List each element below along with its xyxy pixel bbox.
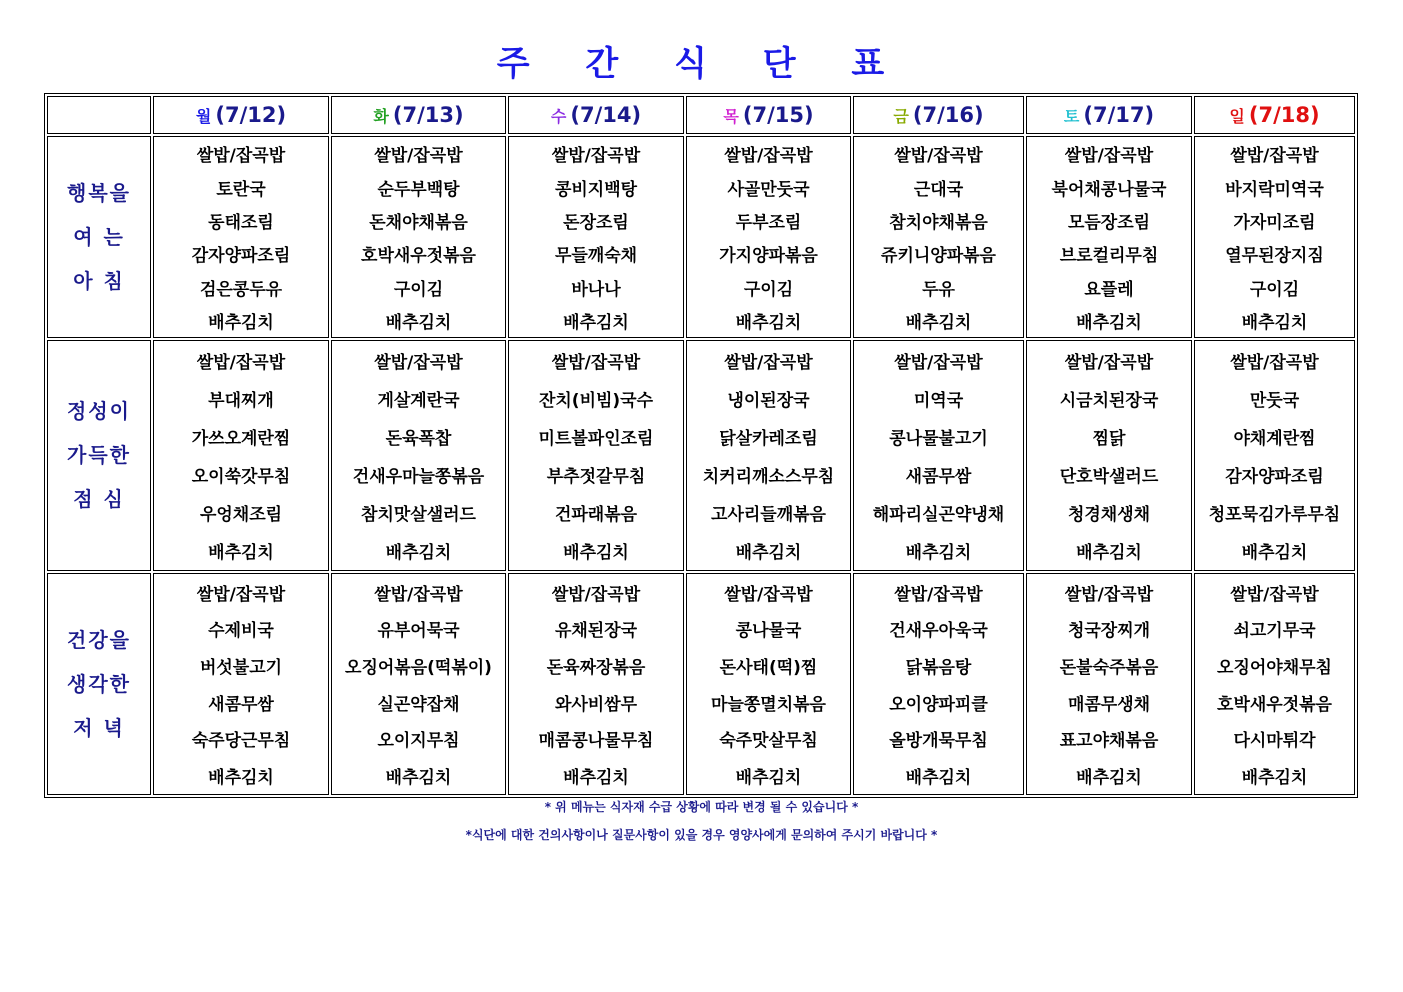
menu-item: 유채된장국 [554, 621, 638, 642]
menu-item: 구이김 [743, 279, 794, 300]
menu-item: 토란국 [216, 179, 266, 200]
menu-item: 배추김치 [1241, 543, 1308, 564]
menu-item: 찜닭 [1092, 428, 1126, 449]
menu-cell [853, 340, 1024, 570]
menu-item: 돈채야채볶음 [369, 212, 468, 233]
menu-cell [1026, 136, 1192, 338]
menu-item: 쌀밥/잡곡밥 [196, 146, 286, 167]
menu-item: 배추김치 [735, 768, 802, 789]
day-date: (7/15) [742, 103, 814, 128]
menu-item: 닭볶음탕 [905, 657, 972, 678]
menu-item: 감자양파조림 [191, 246, 291, 267]
menu-item: 돈육폭찹 [385, 428, 452, 449]
menu-item: 쌀밥/잡곡밥 [1230, 352, 1319, 373]
menu-list [854, 137, 1023, 337]
menu-item: 고사리들깨볶음 [711, 505, 826, 526]
menu-cell [853, 573, 1024, 795]
menu-list [154, 341, 328, 569]
menu-list [687, 341, 850, 569]
header-row [47, 96, 1355, 134]
menu-item: 건새우마늘쫑볶음 [352, 466, 485, 487]
menu-item: 쌀밥/잡곡밥 [374, 352, 463, 373]
menu-list [509, 137, 683, 337]
menu-item: 배추김치 [905, 543, 972, 564]
menu-list [1195, 574, 1354, 794]
meal-label-line: 건강을 [67, 627, 131, 652]
menu-item: 바지락미역국 [1225, 179, 1324, 200]
menu-item: 콩나물불고기 [889, 428, 988, 449]
menu-item: 배추김치 [563, 543, 629, 564]
menu-item: 오징어볶음(떡볶이) [345, 657, 492, 678]
menu-item: 배추김치 [1241, 313, 1308, 334]
menu-item: 콩비지백탕 [554, 179, 638, 200]
menu-item: 쌀밥/잡곡밥 [1230, 584, 1319, 605]
menu-item: 쌀밥/잡곡밥 [894, 146, 983, 167]
menu-item: 숙주맛살무침 [719, 731, 818, 752]
menu-cell [508, 340, 684, 570]
menu-item: 배추김치 [1076, 543, 1142, 564]
menu-list [854, 341, 1023, 569]
menu-list [332, 574, 505, 794]
menu-item: 돈장조림 [563, 212, 629, 233]
menu-cell [686, 340, 851, 570]
menu-item: 배추김치 [385, 313, 452, 334]
menu-item: 다시마튀각 [1233, 731, 1316, 752]
menu-item: 냉이된장국 [727, 390, 810, 411]
menu-item: 바나나 [571, 279, 621, 300]
menu-item: 가쓰오계란찜 [191, 428, 291, 449]
menu-item: 돈육짜장볶음 [546, 657, 646, 678]
meal-label [47, 136, 151, 338]
menu-cell [1194, 340, 1355, 570]
menu-cell [153, 573, 329, 795]
day-date: (7/12) [215, 103, 287, 128]
menu-item: 쌀밥/잡곡밥 [724, 146, 813, 167]
menu-item: 실곤약잡채 [377, 694, 460, 715]
menu-item: 배추김치 [563, 768, 629, 789]
meal-label-line: 가득한 [67, 443, 131, 468]
day-header-mon [153, 96, 329, 134]
menu-item: 배추김치 [385, 768, 452, 789]
menu-item: 쥬키니양파볶음 [881, 246, 996, 267]
menu-item: 미역국 [913, 390, 964, 411]
menu-item: 배추김치 [563, 313, 629, 334]
menu-item: 쌀밥/잡곡밥 [894, 352, 983, 373]
menu-item: 배추김치 [905, 768, 972, 789]
menu-item: 배추김치 [735, 313, 802, 334]
menu-list [154, 574, 328, 794]
menu-item: 치커리깨소스무침 [702, 466, 835, 487]
meal-label-line: 아 침 [73, 269, 125, 294]
menu-item: 요플레 [1084, 279, 1134, 300]
menu-list [687, 137, 850, 337]
notice-change: * 위 메뉴는 식자재 수급 상황에 따라 변경 될 수 있습니다 * [544, 800, 859, 814]
menu-item: 쇠고기무국 [1233, 621, 1316, 642]
menu-item: 쌀밥/잡곡밥 [1230, 146, 1319, 167]
menu-item: 호박새우젓볶음 [361, 246, 476, 267]
menu-item: 브로컬리무침 [1059, 246, 1159, 267]
day-date: (7/18) [1248, 103, 1320, 128]
menu-item: 와사비쌈무 [554, 694, 638, 715]
meal-label-line: 저 녁 [73, 715, 125, 740]
meal-row-lunch [47, 340, 1355, 570]
day-date: (7/13) [392, 103, 464, 128]
menu-cell [853, 136, 1024, 338]
day-char: 토 [1063, 107, 1080, 127]
day-char: 수 [550, 107, 567, 127]
page-title: 주 간 식 단 표 [496, 44, 907, 84]
menu-item: 미트볼파인조림 [538, 428, 654, 449]
menu-item: 두부조림 [735, 212, 802, 233]
menu-item: 쌀밥/잡곡밥 [551, 146, 641, 167]
menu-item: 쌀밥/잡곡밥 [196, 584, 286, 605]
day-char: 화 [373, 107, 389, 127]
menu-item: 올방개묵무침 [889, 731, 988, 752]
menu-list [1195, 137, 1354, 337]
menu-item: 마늘쫑멸치볶음 [711, 694, 826, 715]
day-char: 월 [195, 107, 212, 127]
notice-inquiry: *식단에 대한 건의사항이나 질문사항이 있을 경우 영양사에게 문의하여 주시기 바랍니다 * [465, 828, 938, 842]
menu-item: 건새우아욱국 [889, 621, 988, 642]
menu-list [332, 341, 505, 569]
menu-item: 쌀밥/잡곡밥 [374, 146, 463, 167]
menu-item: 표고야채볶음 [1059, 731, 1159, 752]
menu-item: 배추김치 [1241, 768, 1308, 789]
menu-item: 무들깨숙채 [554, 246, 638, 267]
menu-list [854, 574, 1023, 794]
menu-item: 새콤무쌈 [208, 694, 274, 715]
menu-item: 배추김치 [208, 543, 274, 564]
menu-item: 근대국 [913, 179, 964, 200]
menu-item: 단호박샐러드 [1059, 466, 1159, 487]
menu-item: 유부어묵국 [377, 621, 460, 642]
menu-item: 배추김치 [735, 543, 802, 564]
menu-item: 시금치된장국 [1059, 390, 1159, 411]
menu-item: 콩나물국 [735, 621, 802, 642]
menu-item: 매콤콩나물무침 [538, 731, 654, 752]
menu-item: 청포묵김가루무침 [1208, 505, 1341, 526]
menu-item: 감자양파조림 [1225, 466, 1324, 487]
menu-item: 모듬장조림 [1067, 212, 1151, 233]
menu-item: 쌀밥/잡곡밥 [551, 584, 641, 605]
menu-item: 북어채콩나물국 [1051, 179, 1167, 200]
meal-label [47, 573, 151, 795]
menu-item: 배추김치 [208, 768, 274, 789]
menu-list [154, 137, 328, 337]
menu-cell [1026, 340, 1192, 570]
menu-cell [331, 340, 506, 570]
menu-item: 가지양파볶음 [719, 246, 818, 267]
menu-item: 호박새우젓볶음 [1217, 694, 1332, 715]
menu-item: 야채계란찜 [1233, 428, 1316, 449]
weekly-menu-table [44, 93, 1358, 798]
menu-item: 참치맛살샐러드 [361, 505, 476, 526]
menu-item: 오이지무침 [377, 731, 460, 752]
menu-item: 매콤무생채 [1067, 694, 1151, 715]
menu-cell [508, 136, 684, 338]
menu-item: 배추김치 [385, 543, 452, 564]
menu-item: 게살계란국 [377, 390, 460, 411]
day-header-sun [1194, 96, 1355, 134]
menu-cell [508, 573, 684, 795]
menu-list [1027, 137, 1191, 337]
day-header-sat [1026, 96, 1192, 134]
menu-cell [1194, 573, 1355, 795]
menu-item: 만둣국 [1249, 390, 1300, 411]
menu-item: 부추젓갈무침 [546, 466, 646, 487]
menu-item: 오이쑥갓무침 [191, 466, 291, 487]
menu-item: 버섯불고기 [199, 657, 283, 678]
menu-item: 구이김 [393, 279, 444, 300]
menu-item: 쌀밥/잡곡밥 [894, 584, 983, 605]
menu-item: 열무된장지짐 [1225, 246, 1324, 267]
day-header-fri [853, 96, 1024, 134]
menu-item: 돈사태(떡)찜 [719, 657, 818, 678]
menu-list [687, 574, 850, 794]
menu-item: 건파래볶음 [554, 505, 638, 526]
menu-item: 가자미조림 [1233, 212, 1316, 233]
menu-item: 참치야채볶음 [889, 212, 988, 233]
meal-row-breakfast [47, 136, 1355, 338]
menu-item: 닭살카레조림 [719, 428, 818, 449]
menu-item: 배추김치 [905, 313, 972, 334]
menu-list [509, 341, 683, 569]
meal-row-dinner [47, 573, 1355, 795]
day-char: 목 [723, 107, 739, 127]
menu-item: 우엉채조림 [199, 505, 283, 526]
day-header-tue [331, 96, 506, 134]
menu-item: 쌀밥/잡곡밥 [724, 352, 813, 373]
menu-list [1027, 574, 1191, 794]
day-date: (7/14) [570, 103, 642, 128]
menu-item: 숙주당근무침 [191, 731, 291, 752]
menu-list [1195, 341, 1354, 569]
menu-item: 잔치(비빔)국수 [538, 390, 654, 411]
menu-cell [153, 136, 329, 338]
meal-label-line: 점 심 [73, 487, 125, 512]
day-date: (7/17) [1083, 103, 1155, 128]
day-char: 금 [893, 107, 909, 127]
menu-item: 오이양파피클 [889, 694, 988, 715]
menu-cell [331, 573, 506, 795]
menu-item: 배추김치 [1076, 768, 1142, 789]
menu-item: 두유 [922, 279, 955, 300]
menu-item: 청경채생채 [1067, 505, 1151, 526]
meal-label-line: 정성이 [67, 399, 131, 424]
menu-item: 쌀밥/잡곡밥 [196, 352, 286, 373]
day-header-wed [508, 96, 684, 134]
menu-item: 순두부백탕 [377, 179, 460, 200]
menu-item: 오징어야채무침 [1217, 657, 1332, 678]
meal-label-line: 생각한 [67, 671, 131, 696]
day-header-thu [686, 96, 851, 134]
menu-item: 쌀밥/잡곡밥 [724, 584, 813, 605]
menu-item: 부대찌개 [208, 390, 274, 411]
menu-item: 검은콩두유 [199, 279, 283, 300]
menu-item: 배추김치 [1076, 313, 1142, 334]
menu-item: 청국장찌개 [1067, 621, 1151, 642]
menu-item: 쌀밥/잡곡밥 [1064, 352, 1154, 373]
meal-label-line: 행복을 [67, 181, 131, 206]
menu-list [1027, 341, 1191, 569]
menu-cell [1026, 573, 1192, 795]
menu-cell [153, 340, 329, 570]
menu-item: 동태조림 [208, 212, 274, 233]
day-char: 일 [1229, 107, 1245, 127]
meal-label [47, 340, 151, 570]
menu-item: 새콤무쌈 [905, 466, 972, 487]
menu-item: 배추김치 [208, 313, 274, 334]
menu-item: 쌀밥/잡곡밥 [1064, 584, 1154, 605]
menu-cell [331, 136, 506, 338]
menu-list [332, 137, 505, 337]
menu-item: 사골만둣국 [727, 179, 810, 200]
menu-item: 구이김 [1249, 279, 1300, 300]
menu-cell [686, 136, 851, 338]
menu-item: 쌀밥/잡곡밥 [1064, 146, 1154, 167]
menu-cell [1194, 136, 1355, 338]
day-date: (7/16) [912, 103, 984, 128]
header-corner [47, 96, 151, 134]
menu-list [509, 574, 683, 794]
meal-label-line: 여 는 [73, 225, 125, 250]
menu-item: 돈불숙주볶음 [1059, 657, 1159, 678]
menu-item: 쌀밥/잡곡밥 [551, 352, 641, 373]
menu-item: 수제비국 [208, 621, 274, 642]
menu-cell [686, 573, 851, 795]
menu-item: 쌀밥/잡곡밥 [374, 584, 463, 605]
menu-item: 해파리실곤약냉채 [872, 505, 1005, 526]
